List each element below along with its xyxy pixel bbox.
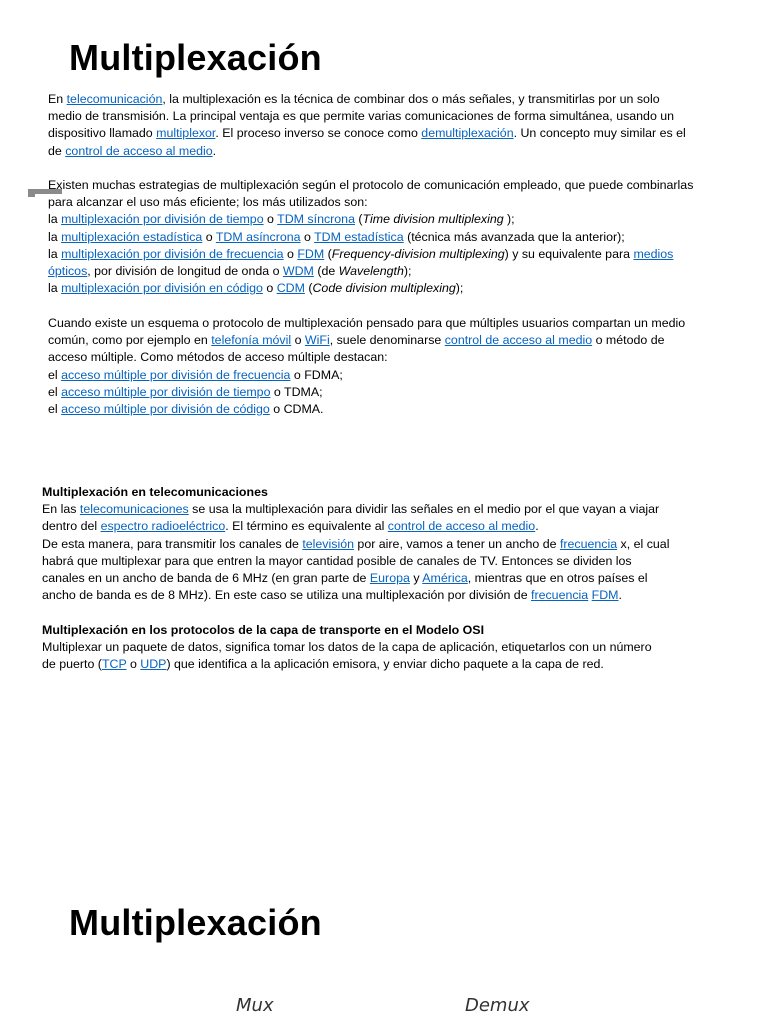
osi-section: Multiplexación en los protocolos de la capa de transporte en el Modelo OSI Multiplexar un paquete de datos, significa tomar los datos de la capa de aplicación, etiquetarlos con un número de puerto (TCP o UDP) que identifica a la aplicación emisora, y enviar dicho paquete a la capa de red.: [42, 623, 652, 672]
link-tdm-asincrona[interactable]: TDM asíncrona: [215, 229, 301, 244]
link-fdm[interactable]: FDM: [297, 246, 325, 261]
section-heading: Multiplexación en telecomunicaciones: [42, 485, 268, 499]
link-control-acceso-medio-3[interactable]: control de acceso al medio: [387, 519, 536, 534]
link-tdma[interactable]: acceso múltiple por división de tiempo: [61, 384, 271, 399]
link-cdma[interactable]: acceso múltiple por división de código: [61, 402, 270, 417]
link-wifi[interactable]: WiFi: [304, 333, 330, 348]
link-demultiplexacion[interactable]: demultiplexación: [421, 126, 514, 141]
access-paragraph: Cuando existe un esquema o protocolo de multiplexación pensado para que múltiples usuarios compartan un medio común, como por ejemplo en telefonía móvil o WiFi, suele denominarse control de acceso al medio o método de acceso múltiple. Como métodos de acceso múltiple destacan: el acceso múltiple por división de frecuencia o FDMA; el acceso múltiple por división de tiempo o TDMA; el acceso múltiple por división de código o CDMA.: [48, 315, 685, 418]
list-item: la multiplexación por división de tiempo o TDM síncrona (Time division multiplexing );: [48, 212, 515, 227]
link-television[interactable]: televisión: [302, 536, 354, 551]
link-frecuencia-2[interactable]: frecuencia: [531, 588, 589, 603]
link-udp[interactable]: UDP: [140, 657, 167, 672]
section-heading: Multiplexación en los protocolos de la capa de transporte en el Modelo OSI: [42, 623, 485, 637]
link-multiplexor[interactable]: multiplexor: [156, 126, 216, 141]
link-cdm[interactable]: CDM: [276, 281, 305, 296]
link-control-acceso-medio-2[interactable]: control de acceso al medio: [444, 333, 593, 348]
diagram-signal-fragment-right: [584, 1016, 694, 1024]
link-medios-opticos[interactable]: medios: [633, 246, 674, 261]
strategies-paragraph: Existen muchas estrategias de multiplexación según el protocolo de comunicación empleado, que puede combinarlas para alcanzar el uso más eficiente; los más utilizados son: la multiplexación por división de tiempo o TDM síncrona (Time division multiplexing ); la multiplexación estadística o TDM asíncrona o TDM estadística (técnica más avanzada que la anterior); la multiplexación por división de frecuencia o FDM (Frequency-division multiplexing) y su equivalente para medios ópticos, por división de longitud de onda o WDM (de Wavelength); la multiplexación por división en código o CDM (Code division multiplexing);: [48, 177, 693, 297]
list-item: el acceso múltiple por división de tiempo o TDMA;: [48, 384, 323, 399]
link-control-acceso-medio[interactable]: control de acceso al medio: [65, 143, 213, 158]
link-tcp[interactable]: TCP: [101, 657, 127, 672]
link-tdm[interactable]: multiplexación por división de tiempo: [61, 212, 264, 227]
intro-paragraph: En telecomunicación, la multiplexación es la técnica de combinar dos o más señales, y transmitirlas por un solo medio de transmisión. La principal ventaja es que permite varias comunicaciones de forma simultánea, usando un dispositivo llamado multiplexor. El proceso inverso se conoce como demultiplexación. Un concepto muy similar es el de control de acceso al medio.: [48, 92, 686, 158]
link-fdma[interactable]: acceso múltiple por división de frecuencia: [61, 367, 291, 382]
mux-label: Mux: [236, 995, 274, 1016]
link-telecomunicaciones[interactable]: telecomunicaciones: [79, 502, 189, 517]
link-cdm-full[interactable]: multiplexación por división en código: [61, 281, 263, 296]
diagram-signal-fragment-left: [76, 1016, 186, 1024]
second-page-title: Multiplexación: [69, 902, 322, 943]
link-telecomunicacion[interactable]: telecomunicación: [66, 92, 163, 106]
demux-label: Demux: [465, 995, 530, 1016]
link-espectro[interactable]: espectro radioeléctrico: [100, 519, 226, 534]
list-item: el acceso múltiple por división de código o CDMA.: [48, 402, 324, 417]
link-america[interactable]: América: [422, 571, 468, 586]
link-fdm-full[interactable]: multiplexación por división de frecuencia: [61, 246, 284, 261]
link-medios-opticos-cont[interactable]: ópticos: [48, 264, 88, 279]
list-item: ópticos, por división de longitud de onda o WDM (de Wavelength);: [48, 264, 412, 279]
link-telefonia-movil[interactable]: telefonía móvil: [211, 333, 292, 348]
link-multiplexacion-estadistica[interactable]: multiplexación estadística: [61, 229, 203, 244]
link-tdm-estadistica[interactable]: TDM estadística: [314, 229, 404, 244]
list-item: la multiplexación por división en código o CDM (Code division multiplexing);: [48, 281, 464, 296]
link-frecuencia[interactable]: frecuencia: [559, 536, 618, 551]
page-title: Multiplexación: [69, 37, 322, 78]
list-item: la multiplexación por división de frecuencia o FDM (Frequency-division multiplexing) y su equivalente para medios: [48, 246, 674, 261]
list-item: la multiplexación estadística o TDM asíncrona o TDM estadística (técnica más avanzada que la anterior);: [48, 229, 625, 244]
link-europa[interactable]: Europa: [369, 571, 410, 586]
link-wdm[interactable]: WDM: [282, 264, 314, 279]
link-tdm-sincrona[interactable]: TDM síncrona: [277, 212, 355, 227]
telecom-section: Multiplexación en telecomunicaciones En las telecomunicaciones se usa la multiplexación para dividir las señales en el medio por el que vayan a viajar dentro del espectro radioeléctrico. El término es equivalente al control de acceso al medio. De esta manera, para transmitir los canales de televisión por aire, vamos a tener un ancho de frecuencia x, el cual habrá que multiplexar para que entren la mayor cantidad posible de canales de TV. Entonces se dividen los canales en un ancho de banda de 6 MHz (en gran parte de Europa y América, mientras que en otros países el ancho de banda es de 8 MHz). En este caso se utiliza una multiplexación por división de frecuencia FDM.: [42, 485, 670, 603]
link-fdm-2[interactable]: FDM: [591, 588, 619, 603]
list-item: el acceso múltiple por división de frecuencia o FDMA;: [48, 367, 343, 382]
